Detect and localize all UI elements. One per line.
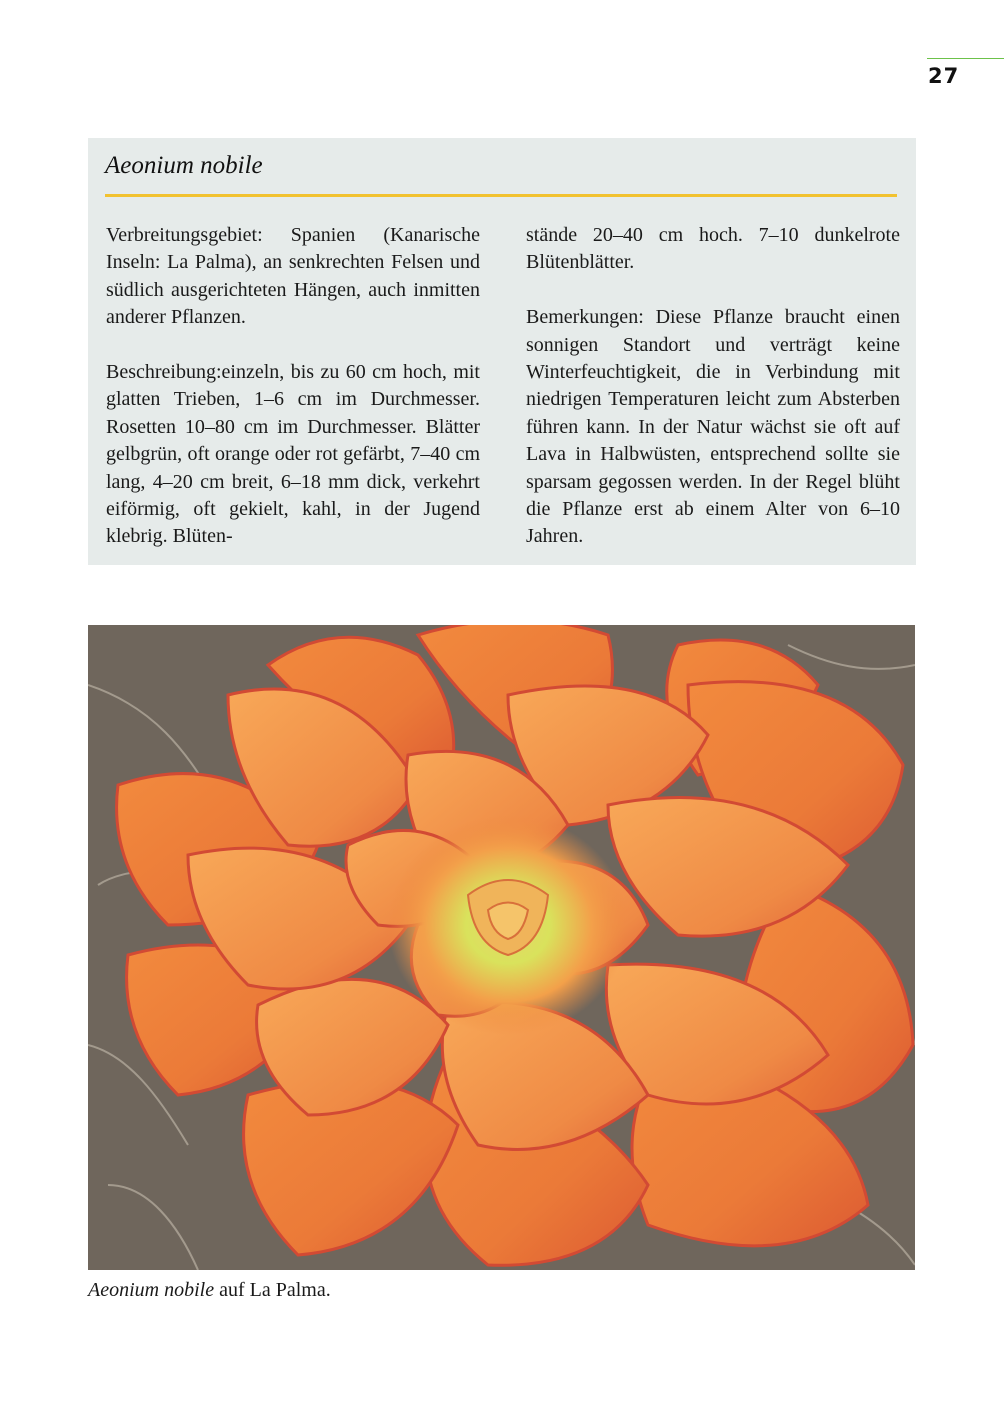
text-column-left [106, 222, 480, 578]
page-number: 27 [928, 64, 960, 88]
page-accent-rule [927, 58, 1004, 59]
plant-photo [88, 625, 915, 1270]
photo-caption [88, 1279, 331, 1302]
remarks-text: Diese Pflanze braucht einen sonnigen Standort und verträgt keine Winterfeuchtigkeit, die in Verbindung mit niedrigen Temperaturen leicht zum Absterben führen kann. In der Natur wächst sie oft auf Lava in Halbwüsten, entsprechend sollte sie sparsam gegossen werden. In der Regel blüht die Pflanze erst ab einem Alter von 6–10 Jahren. [526, 306, 900, 548]
description-continued: stände 20–40 cm hoch. 7–10 dunkelrote Blütenblätter. [526, 224, 900, 274]
distribution-term: Verbreitungsgebiet: [106, 224, 263, 246]
caption-species: Aeonium nobile [88, 1279, 215, 1301]
distribution-text: Spanien (Kanarische Inseln: La Palma), an senkrechten Felsen und südlich ausgerichteten Hängen, auch inmitten anderer Pflanzen. [106, 224, 480, 329]
text-column-right [526, 222, 900, 578]
description-text: einzeln, bis zu 60 cm hoch, mit glatten Trieben, 1–6 cm im Durchmesser. Rosetten 10–80 cm im Durchmesser. Blätter gelbgrün, oft orange oder rot gefärbt, 7–40 cm lang, 4–20 cm breit, 6–18 mm dick, verkehrt eiförmig, oft gekielt, kahl, in der Jugend klebrig. Blüten- [106, 361, 480, 548]
description-paragraph [106, 359, 480, 551]
box-title: Aeonium nobile [105, 152, 263, 179]
distribution-paragraph [106, 222, 480, 332]
description-term: Beschreibung: [106, 361, 222, 384]
species-info-box [88, 138, 916, 565]
title-rule [105, 194, 897, 197]
remarks-paragraph [526, 304, 900, 551]
remarks-term: Bemerkungen: [526, 306, 644, 329]
caption-rest: auf La Palma. [214, 1279, 331, 1301]
